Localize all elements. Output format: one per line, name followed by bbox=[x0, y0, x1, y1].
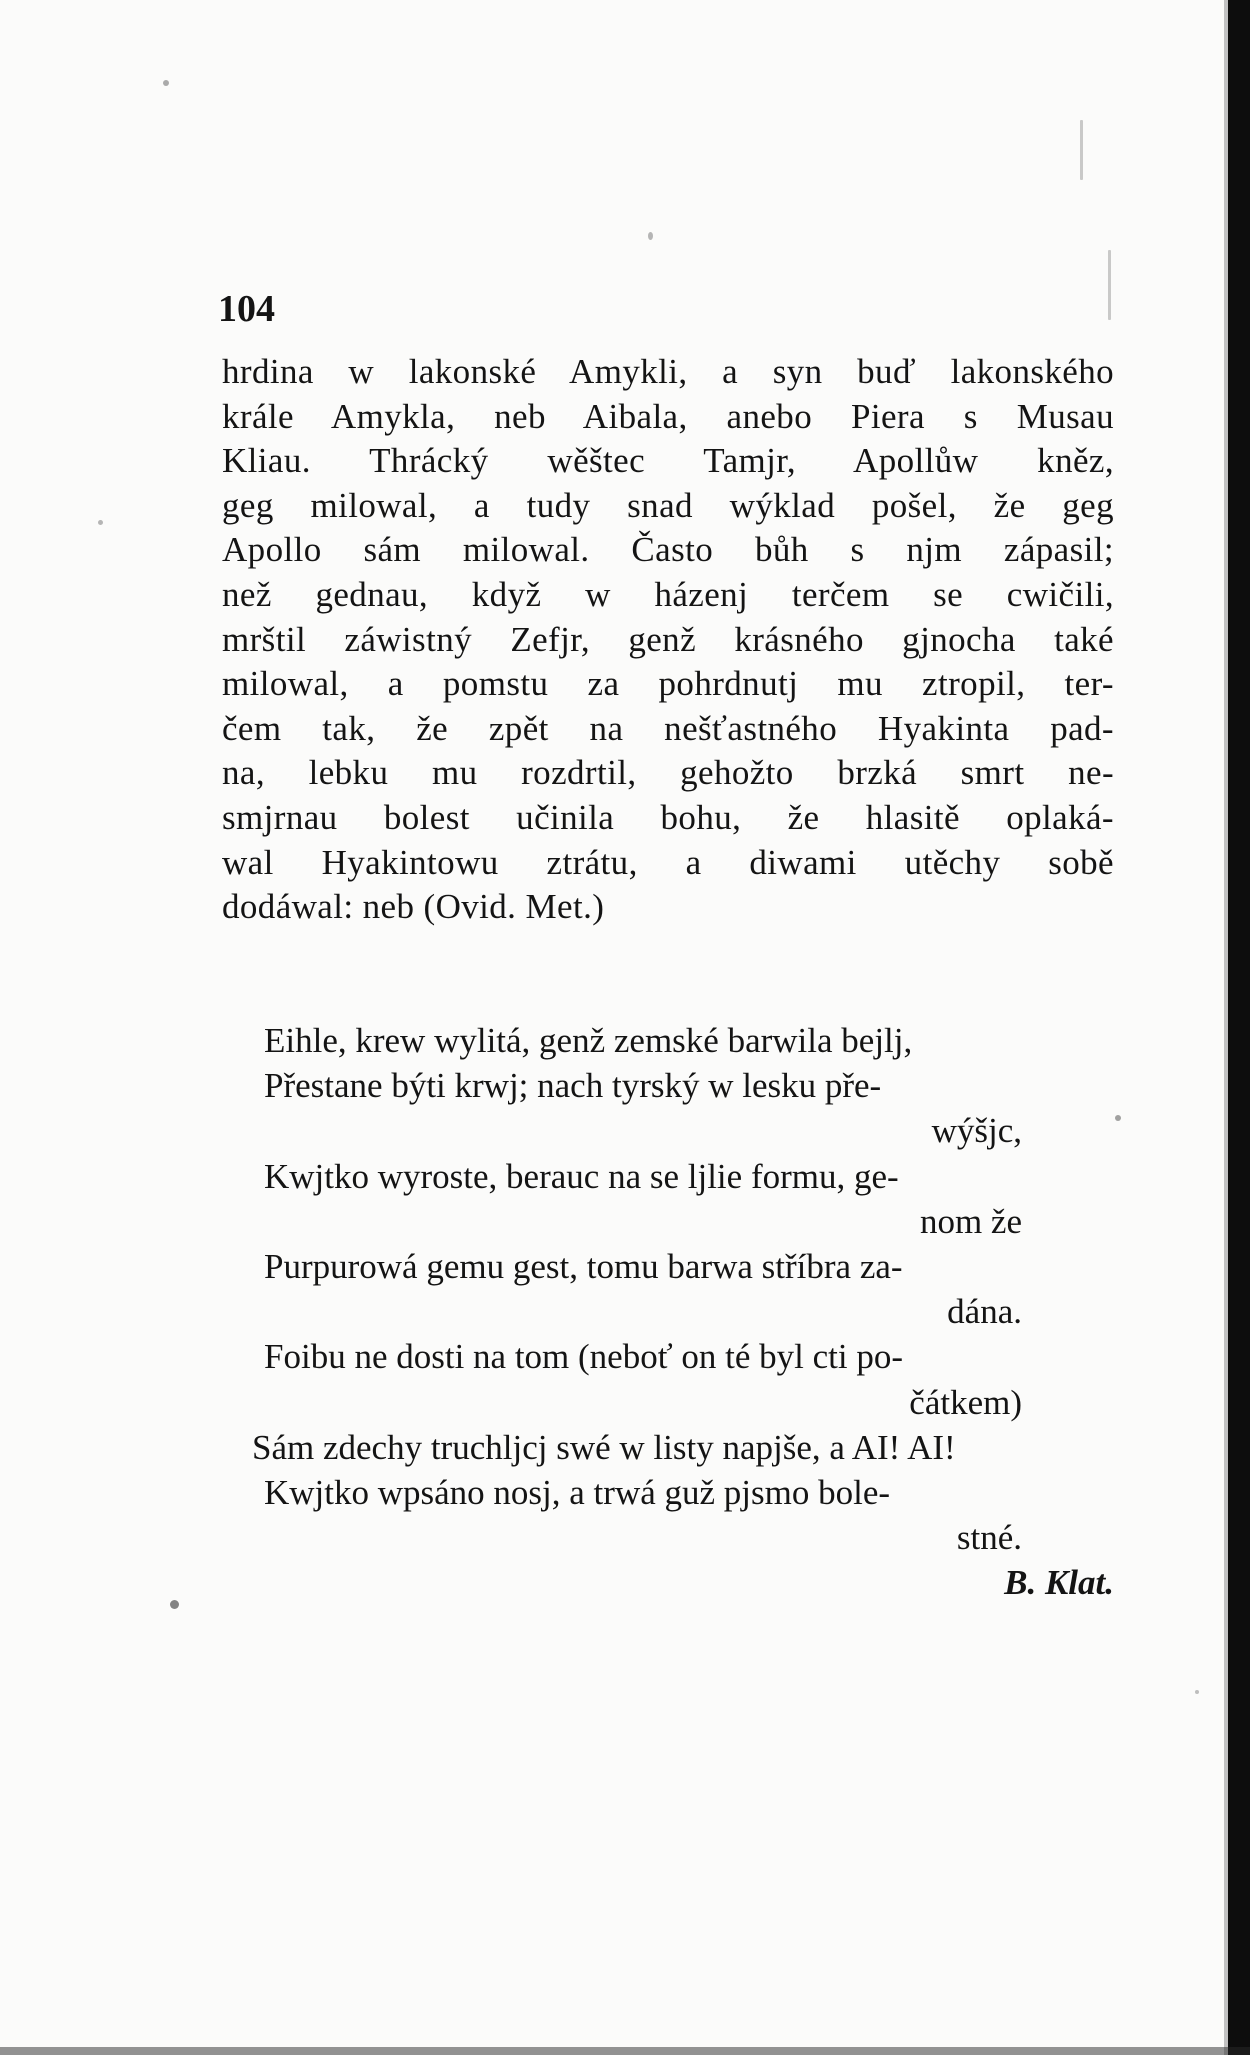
prose-line: Apollo sám milowal. Často bůh s njm zápasil; bbox=[222, 530, 1114, 570]
verse-line: Kwjtko wpsáno nosj, a trwá guž pjsmo bole- bbox=[264, 1472, 891, 1512]
scan-speck bbox=[98, 520, 103, 525]
verse-line: Eihle, krew wylitá, genž zemské barwila bejlj, bbox=[264, 1021, 913, 1060]
prose-line: hrdina w lakonské Amykli, a syn buď lakonského bbox=[222, 352, 1114, 391]
scan-speck bbox=[1115, 1115, 1121, 1121]
verse-line: Purpurowá gemu gest, tomu barwa stříbra za- bbox=[264, 1246, 903, 1286]
scan-speck bbox=[163, 80, 169, 86]
prose-paragraph bbox=[222, 350, 1114, 930]
scan-speck bbox=[170, 1600, 179, 1609]
prose-line: milowal, a pomstu za pohrdnutj mu ztropil, ter- bbox=[222, 664, 1114, 704]
scan-edge-right bbox=[1228, 0, 1250, 2055]
verse-line: Sám zdechy truchljcj swé w listy napjše, a AI! AI! bbox=[252, 1427, 956, 1467]
author-signature: B. Klat. bbox=[1004, 1563, 1114, 1603]
prose-line: než gednau, když w házenj terčem se cwičili, bbox=[222, 574, 1114, 614]
scan-speck bbox=[1108, 250, 1111, 320]
scan-speck bbox=[1195, 1690, 1199, 1694]
verse-quotation bbox=[222, 1018, 1114, 1606]
prose-line: smjrnau bolest učinila bohu, že hlasitě oplaká- bbox=[222, 797, 1114, 837]
verse-line: Přestane býti krwj; nach tyrský w lesku pře- bbox=[264, 1066, 882, 1106]
prose-line: wal Hyakintowu ztrátu, a diwami utěchy sobě bbox=[222, 842, 1114, 882]
scan-edge-bottom bbox=[0, 2047, 1250, 2055]
page-number: 104 bbox=[218, 288, 275, 330]
verse-line-continuation: nom že bbox=[919, 1201, 1022, 1241]
verse-line-continuation: stné. bbox=[956, 1518, 1022, 1558]
verse-line-continuation: wýšjc, bbox=[931, 1111, 1022, 1151]
prose-line: Kliau. Thrácký wěštec Tamjr, Apollůw kněz, bbox=[222, 441, 1114, 481]
verse-line-continuation: čátkem) bbox=[909, 1382, 1022, 1422]
prose-line: krále Amykla, neb Aibala, anebo Piera s Musau bbox=[222, 396, 1114, 436]
verse-line: Kwjtko wyroste, berauc na se ljlie formu, ge- bbox=[264, 1156, 899, 1196]
scan-speck bbox=[1080, 120, 1083, 180]
prose-line: čem tak, že zpět na nešťastného Hyakinta pad- bbox=[222, 708, 1114, 748]
verse-line: Foibu ne dosti na tom (neboť on té byl cti po- bbox=[264, 1337, 904, 1377]
prose-line: geg milowal, a tudy snad wýklad pošel, že geg bbox=[222, 485, 1114, 525]
prose-line: na, lebku mu rozdrtil, gehožto brzká smrt ne- bbox=[222, 753, 1114, 793]
scan-speck bbox=[648, 232, 653, 240]
prose-line: mrštil záwistný Zefjr, genž krásného gjnocha také bbox=[222, 619, 1114, 659]
prose-line: dodáwal: neb (Ovid. Met.) bbox=[222, 887, 605, 927]
verse-line-continuation: dána. bbox=[947, 1292, 1022, 1332]
